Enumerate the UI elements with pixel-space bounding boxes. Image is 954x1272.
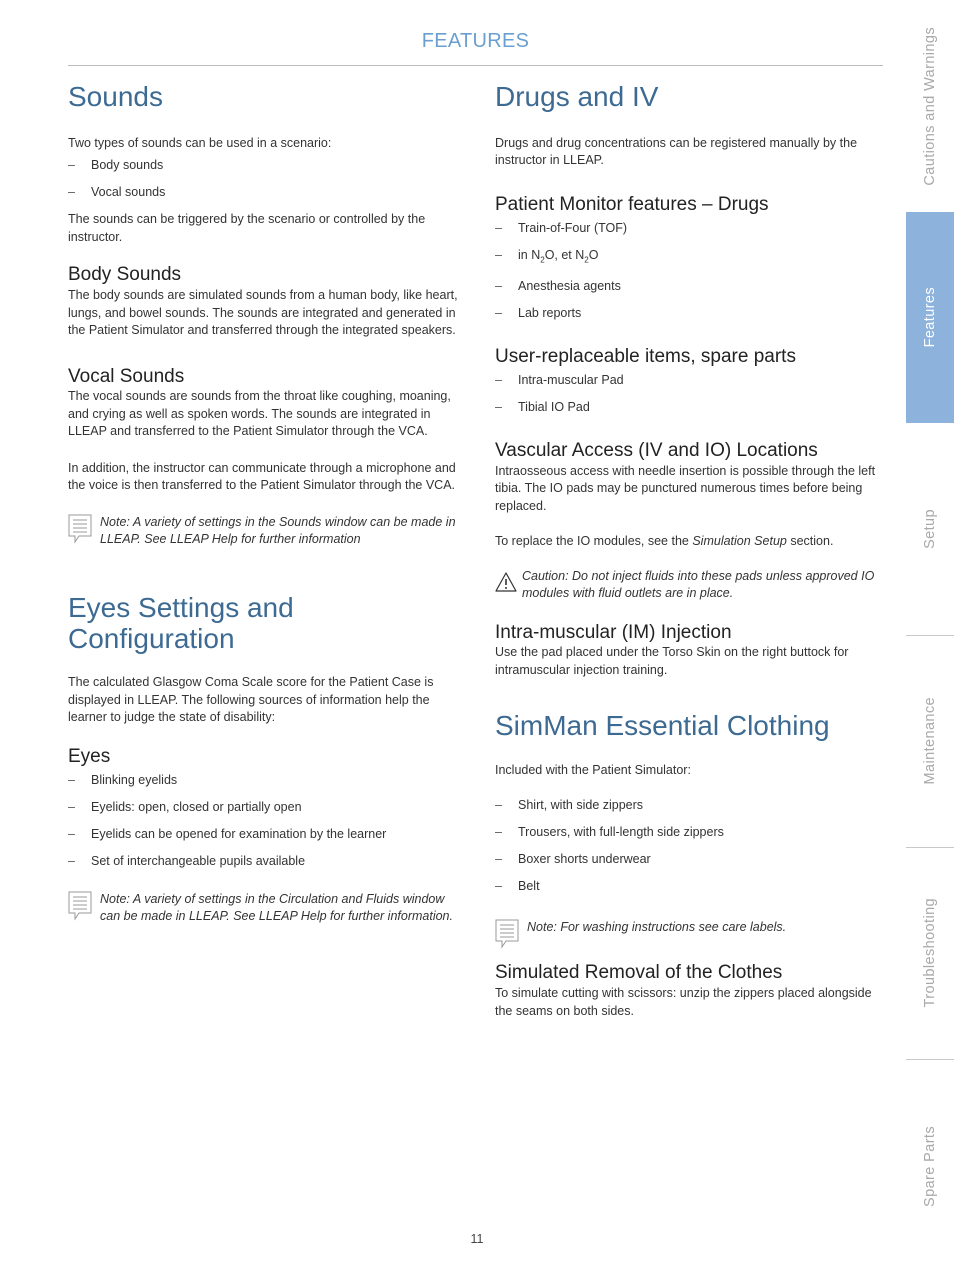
tab-label: Troubleshooting	[922, 898, 938, 1008]
list-item: – Anesthesia agents	[495, 278, 887, 295]
monitor-list	[495, 220, 887, 323]
left-column	[68, 82, 460, 926]
warning-triangle-icon	[495, 572, 517, 592]
eyes-heading: Eyes Settings and Configuration	[68, 591, 294, 654]
chapter-sidebar	[906, 0, 954, 1272]
list-item: – Lab reports	[495, 305, 887, 322]
addition-text: In addition, the instructor can communicate through a microphone and the voice is then transferred to the Patient Simulator through the VCA.	[68, 460, 456, 493]
sounds-heading: Sounds	[68, 81, 163, 112]
list-item: – Vocal sounds	[68, 184, 460, 201]
vocal-sounds-heading: Vocal Sounds	[68, 365, 185, 387]
list-item: – Belt	[495, 878, 887, 895]
note-icon	[68, 514, 92, 544]
body-sounds-text: The body sounds are simulated sounds from a human body, like heart, lungs, and bowel sounds. The sounds are integrated and generated in the Patient Simulator and transferred through the integrated speakers.	[68, 288, 458, 338]
subscript: 2	[540, 255, 545, 265]
list-item: – Set of interchangeable pupils available	[68, 853, 460, 870]
list-item: – Boxer shorts underwear	[495, 851, 887, 868]
list-item: – Eyelids can be opened for examination by the learner	[68, 826, 460, 843]
header-divider	[68, 65, 883, 66]
list-item: – Tibial IO Pad	[495, 399, 887, 416]
monitor-heading: Patient Monitor features – Drugs	[495, 193, 769, 215]
im-injection-text: Use the pad placed under the Torso Skin on the right buttock for intramuscular injection training.	[495, 645, 849, 677]
list-item-gases	[495, 247, 887, 269]
drugs-intro: Drugs and drug concentrations can be registered manually by the instructor in LLEAP.	[495, 135, 858, 168]
tab-label: Setup	[922, 509, 938, 549]
tab-features[interactable]	[906, 212, 954, 423]
sounds-note	[68, 514, 460, 549]
section-title: FEATURES	[421, 30, 530, 52]
note-icon	[495, 919, 519, 949]
replace-suffix: section.	[786, 534, 834, 549]
clothing-note	[495, 919, 887, 937]
eyes-list	[68, 772, 460, 870]
tab-label: Maintenance	[922, 697, 938, 785]
tab-label: Features	[922, 287, 938, 348]
tab-label: Cautions and Warnings	[922, 26, 938, 186]
tab-troubleshooting[interactable]	[906, 848, 954, 1058]
drugs-heading: Drugs and IV	[495, 81, 659, 112]
list-item: – Trousers, with full-length side zippers	[495, 824, 887, 841]
list-item: – Eyelids: open, closed or partially open	[68, 799, 460, 816]
right-column	[495, 82, 887, 1020]
vascular-text: Intraosseous access with needle insertion is possible through the left tibia. The IO pads may be punctured numerous times before being replaced.	[495, 463, 876, 513]
tab-setup[interactable]	[906, 423, 954, 635]
body-sounds-heading: Body Sounds	[68, 264, 182, 286]
gas-text: in N	[518, 247, 541, 262]
clothing-heading: SimMan Essential Clothing	[495, 710, 830, 742]
removal-heading: Simulated Removal of the Clothes	[495, 962, 783, 984]
vocal-sounds-text: The vocal sounds are sounds from the throat like coughing, moaning, and crying as well as spoken words. The sounds are integrated in LLEAP and transferred to the Patient Simulator through the VCA.	[68, 389, 451, 439]
list-item: – Shirt, with side zippers	[495, 797, 887, 814]
simulation-setup-reference: Simulation Setup	[692, 534, 787, 549]
spare-parts-list	[495, 372, 887, 416]
eyes-note	[68, 891, 460, 926]
page-number: 11	[470, 1232, 484, 1246]
list-item: – Blinking eyelids	[68, 772, 460, 789]
clothing-list	[495, 797, 887, 895]
tab-maintenance[interactable]	[906, 636, 954, 846]
note-icon	[68, 891, 92, 921]
caution-block	[495, 568, 887, 603]
tab-label: Spare Parts	[922, 1125, 938, 1207]
im-injection-heading: Intra-muscular (IM) Injection	[495, 621, 732, 643]
clothing-intro: Included with the Patient Simulator:	[495, 763, 691, 778]
caution-text: Caution: Do not inject fluids into these pads unless approved IO modules with fluid outlets are in place.	[522, 568, 875, 601]
gas-text: O, et N	[544, 247, 585, 262]
note-text: Note: A variety of settings in the Sounds window can be made in LLEAP. See LLEAP Help for further information	[100, 514, 456, 547]
list-item: – Train-of-Four (TOF)	[495, 220, 887, 237]
replace-text	[495, 533, 887, 551]
eyes-subheading: Eyes	[68, 745, 111, 767]
eyes-intro: The calculated Glasgow Coma Scale score for the Patient Case is displayed in LLEAP. The following sources of information help the learner to judge the state of disability:	[68, 675, 434, 725]
sounds-intro: Two types of sounds can be used in a scenario:	[68, 135, 332, 150]
sound-types-list	[68, 157, 460, 201]
page-header	[68, 30, 883, 53]
note-text: Note: A variety of settings in the Circulation and Fluids window can be made in LLEAP. See LLEAP Help for further information.	[100, 891, 453, 924]
removal-text: To simulate cutting with scissors: unzip the zippers placed alongside the seams on both sides.	[495, 986, 872, 1018]
note-text: Note: For washing instructions see care labels.	[527, 919, 787, 934]
subscript: 2	[584, 255, 589, 265]
spare-parts-heading: User-replaceable items, spare parts	[495, 346, 796, 368]
sounds-trigger-text: The sounds can be triggered by the scenario or controlled by the instructor.	[68, 212, 426, 244]
list-item: – Intra-muscular Pad	[495, 372, 887, 389]
vascular-heading: Vascular Access (IV and IO) Locations	[495, 439, 818, 461]
tab-cautions-and-warnings[interactable]	[906, 0, 954, 212]
gas-text: O	[588, 247, 599, 262]
replace-prefix: To replace the IO modules, see the	[495, 534, 693, 549]
list-item: – Body sounds	[68, 157, 460, 174]
